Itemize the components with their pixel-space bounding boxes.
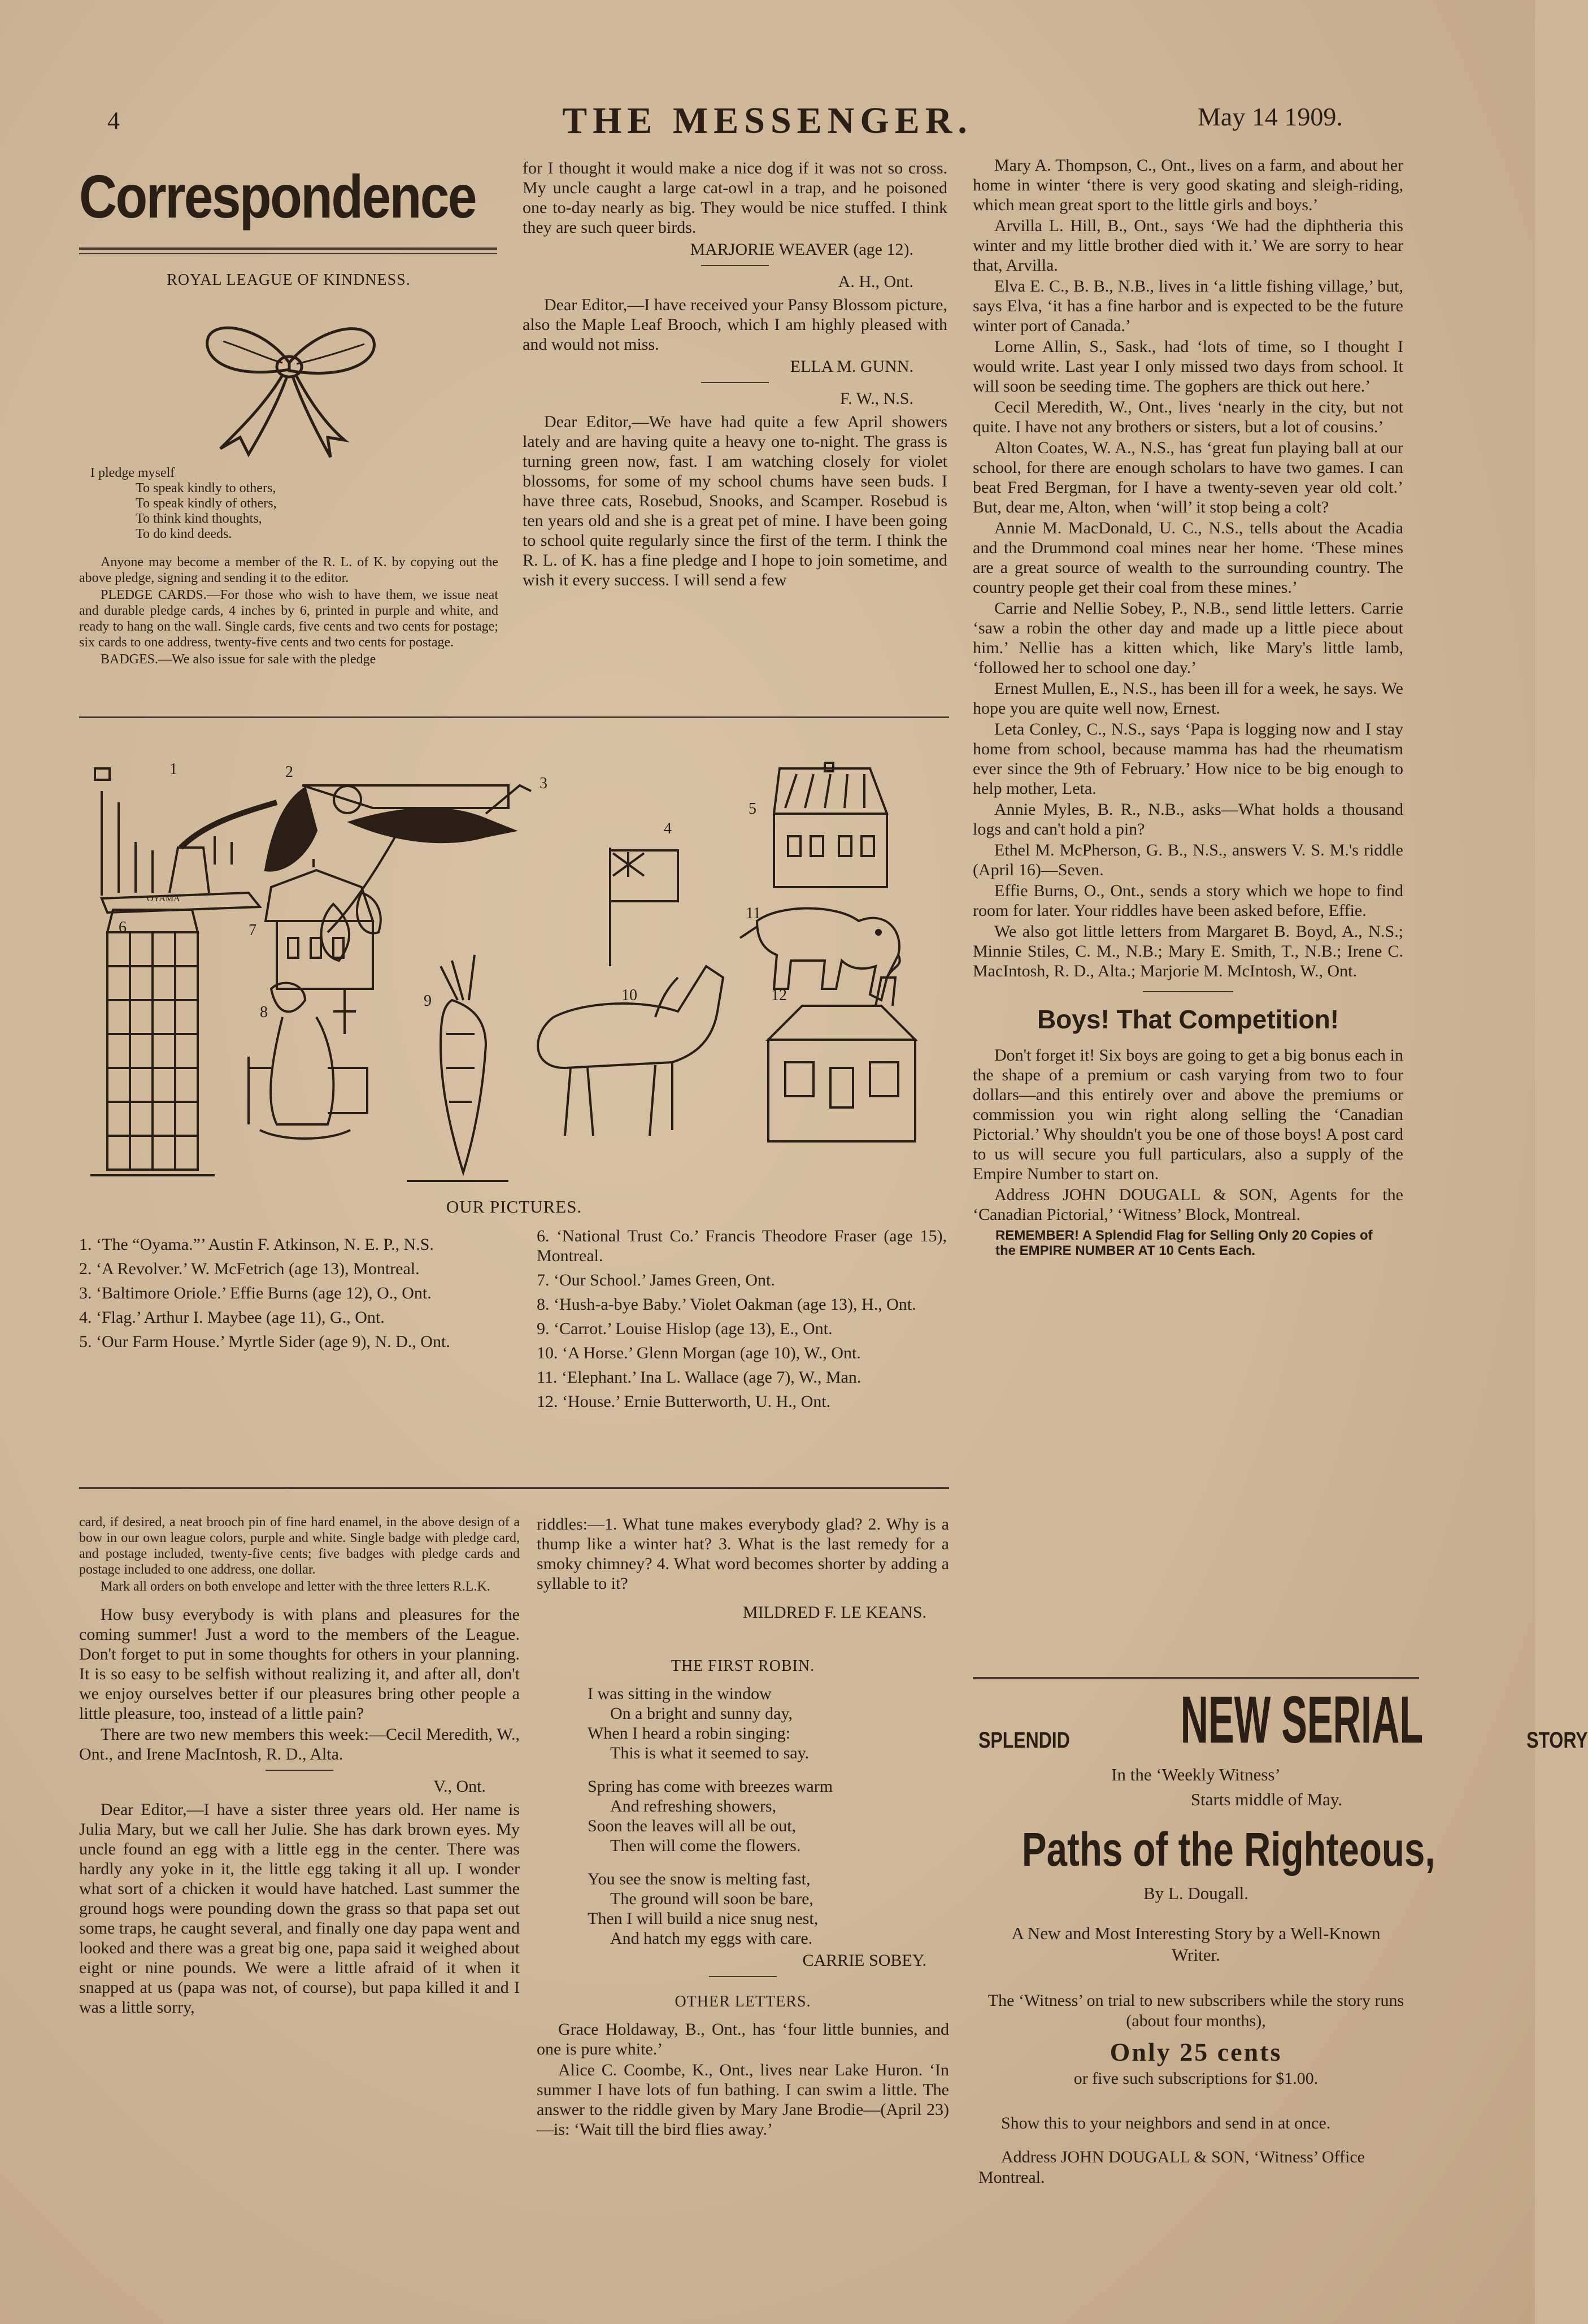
poem-line: Then will come the flowers. [610, 1836, 801, 1855]
badge-continuation: card, if desired, a neat brooch pin of fine hard enamel, in the above design of a bow in our own league colors, purple and white. Single badge with pledge card, and postage included, twenty-five cents; five badges with pledge cards and postage included to one address, one dollar. [79, 1515, 520, 1577]
carrie-signature: CARRIE SOBEY. [802, 1951, 926, 1970]
divider [701, 265, 769, 266]
pledge-cards-text: PLEDGE CARDS.—For those who wish to have them, we issue neat and durable pledge cards, 4 inches by 6, printed in purple and white, and ready to hang on the wall. Single cards, five cents and two cents for postage; six cards to one address, twenty-five cents and two cents for postage. [79, 588, 498, 650]
serial-description: A New and Most Interesting Story by a Well-Known Writer. [1011, 1923, 1381, 1965]
drawing-number: 10 [621, 987, 637, 1004]
caption: 10. ‘A Horse.’ Glenn Morgan (age 10), W., Ont. [537, 1344, 861, 1362]
pledge-block [79, 466, 498, 542]
letter-1-end: for I thought it would make a nice dog if it was not so cross. My uncle caught a large cat-owl in a trap, and he poisoned one to-day nearly as big. They would be nice stuffed. I think they are such queer birds. [523, 159, 947, 237]
page-number: 4 [107, 107, 120, 134]
remember-notice: REMEMBER! A Splendid Flag for Selling Only 20 Copies of the EMPIRE NUMBER AT 10 Cents Each. [995, 1228, 1373, 1258]
caption: 11. ‘Elephant.’ Ina L. Wallace (age 7), W., Man. [537, 1368, 862, 1387]
splendid-label: SPLENDID [978, 1728, 1070, 1753]
poem-line: I was sitting in the window [588, 1684, 772, 1703]
poem-first-robin [537, 1684, 949, 1948]
letter-summary: Ethel M. McPherson, G. B., N.S., answers V. S. M.'s riddle (April 16)—Seven. [973, 841, 1403, 879]
letter-summary: Mary A. Thompson, C., Ont., lives on a farm, and about her home in winter ‘there is very good skating and sleigh-riding, which mean great sport to the little girls and boys.’ [973, 156, 1403, 214]
house-drawing [768, 955, 915, 1141]
caption: 8. ‘Hush-a-bye Baby.’ Violet Oakman (age 13), H., Ont. [537, 1295, 916, 1314]
in-the-weekly-witness: In the ‘Weekly Witness’ [1111, 1765, 1281, 1784]
picture-captions-left [79, 1235, 508, 1356]
letter-summary: We also got little letters from Margaret B. Boyd, A., N.S.; Minnie Stiles, C. M., N.B.; Mary E. Smith, T., N.B.; Irene C. MacIntosh, R. D., Alta.; Marjorie M. McIntosh, W., Ont. [973, 922, 1403, 980]
league-heading: ROYAL LEAGUE OF KINDNESS. [167, 271, 411, 289]
starts-middle-of-may: Starts middle of May. [1190, 1789, 1343, 1809]
story-label: STORY [1526, 1728, 1588, 1753]
caption: 2. ‘A Revolver.’ W. McFetrich (age 13), Montreal. [79, 1259, 420, 1278]
signature-1: MARJORIE WEAVER (age 12). [690, 240, 913, 259]
pledge-line-4: To do kind deeds. [136, 527, 232, 541]
ship-label: OYAMA [147, 894, 180, 903]
divider [266, 1770, 333, 1771]
poem-line: On a bright and sunny day, [610, 1704, 793, 1723]
drawing-number: 1 [169, 761, 177, 778]
letter-summary: Annie Myles, B. R., N.B., asks—What holds a thousand logs and can't hold a pin? [973, 800, 1403, 839]
boys-competition-text: Don't forget it! Six boys are going to get a big bonus each in the shape of a premium or cash varying from two to four dollars—and this entirely over and above the premiums or commission you win right along selling the ‘Canadian Pictorial.’ Why shouldn't you be one of those boys! A post card to us will secure you full particulars, also a supply of the Empire Number to start on. [973, 1046, 1403, 1183]
poem-line: Then I will build a nice snug nest, [588, 1909, 819, 1928]
pictures-illustration [79, 752, 949, 1181]
drawing-number: 7 [249, 922, 256, 939]
drawing-number: 2 [285, 763, 293, 781]
letter-2: Dear Editor,—I have received your Pansy Blossom picture, also the Maple Leaf Brooch, which I am highly pleased with and would not miss. [523, 296, 947, 354]
letter-summary: Lorne Allin, S., Sask., had ‘lots of time, so I thought I would write. Last year I only missed two days from school. It will soon be seeding time. The gophers are thick out here.’ [973, 337, 1403, 396]
price-only: Only 25 cents [1110, 2038, 1282, 2066]
other-letter-1: Grace Holdaway, B., Ont., has ‘four little bunnies, and one is pure white.’ [537, 2020, 949, 2058]
five-subscriptions: or five such subscriptions for $1.00. [1073, 2069, 1319, 2088]
serial-top-rule [973, 1677, 1419, 1679]
caption: 12. ‘House.’ Ernie Butterworth, U. H., Ont. [537, 1392, 831, 1411]
caption: 9. ‘Carrot.’ Louise Hislop (age 13), E., Ont. [537, 1319, 833, 1338]
mildred-signature: MILDRED F. LE KEANS. [742, 1603, 926, 1622]
masthead: THE MESSENGER. [562, 100, 973, 141]
other-letters-title: OTHER LETTERS. [675, 1993, 811, 2010]
pictures-bottom-rule [79, 1487, 949, 1489]
badges-text: BADGES.—We also issue for sale with the pledge [101, 652, 376, 667]
letter-summary: Effie Burns, O., Ont., sends a story which we hope to find room for later. Your riddles have been asked before, Effie. [973, 881, 1403, 920]
new-serial-label: NEW SERIAL [1180, 1683, 1424, 1757]
ornament-divider [1143, 991, 1233, 992]
place-v-ont: V., Ont. [433, 1777, 486, 1796]
poem-line: When I heard a robin singing: [588, 1724, 791, 1743]
caption: 4. ‘Flag.’ Arthur I. Maybee (age 11), G., Ont. [79, 1308, 385, 1327]
serial-title: Paths of the Righteous, [1021, 1823, 1435, 1876]
drawing-number: 11 [746, 905, 761, 922]
carrot-drawing [407, 955, 508, 1181]
elephant-drawing [740, 909, 899, 1001]
place-3: F. W., N.S. [839, 389, 913, 408]
correspondence-title: Correspondence [79, 162, 476, 231]
divider [701, 382, 769, 383]
column-2-top [523, 158, 947, 591]
pledge-line-3: To think kind thoughts, [136, 511, 262, 526]
caption: 1. ‘The “Oyama.”’ Austin F. Atkinson, N. E. P., N.S. [79, 1235, 434, 1254]
divider [709, 1976, 777, 1977]
pledge-intro: I pledge myself [90, 466, 175, 480]
pledge-line-2: To speak kindly of others, [136, 496, 277, 511]
letter-summary: Carrie and Nellie Sobey, P., N.B., send little letters. Carrie ‘saw a robin the other day and made up a little piece about him.’ Nellie has a kitten which, like Mary's little lamb, ‘followed her to school one day.’ [973, 599, 1403, 677]
letter-summary: Ernest Mullen, E., N.S., has been ill for a week, he says. We hope you are quite well now, Ernest. [973, 679, 1403, 718]
title-rule-2 [79, 253, 497, 254]
letter-summary: Leta Conley, C., N.S., says ‘Papa is logging now and I stay home from school, because mamma has had the rheumatism ever since the 9th of February.’ How nice to be big enough to help mother, Leta. [973, 720, 1403, 798]
show-neighbors: Show this to your neighbors and send in at once. [1001, 2114, 1331, 2132]
serial-author: By L. Dougall. [1143, 1883, 1248, 1903]
school-drawing [266, 859, 373, 989]
letter-summary: Elva E. C., B. B., N.B., lives in ‘a little fishing village,’ but, says Elva, ‘it has a fine harbor and is expected to be the future winter port of Canada.’ [973, 277, 1403, 335]
poem-line: The ground will soon be bare, [610, 1889, 813, 1908]
place-2: A. H., Ont. [838, 272, 913, 291]
poem-line: Soon the leaves will all be out, [588, 1817, 797, 1835]
issue-date: May 14 1909. [1198, 102, 1343, 131]
serial-advertisement [973, 1683, 1588, 2188]
poem-line: This is what it seemed to say. [610, 1744, 810, 1762]
drawing-number: 6 [119, 919, 127, 936]
editor-para-1: How busy everybody is with plans and pleasures for the coming summer! Just a word to the members of the League. Don't forget to put in some thoughts for others in your planning. It is so easy to be selfish without realizing it, and after all, don't we enjoy ourselves better if our pleasures bring other people a little pleasure, too, instead of a little pain? [79, 1605, 520, 1723]
drawing-number: 8 [260, 1004, 268, 1021]
other-letter-2: Alice C. Coombe, K., Ont., lives near Lake Huron. ‘In summer I have lots of fun bathing. I can swim a little. The answer to the riddle given by Mary Jane Brodie—(April 23)—is: ‘Wait till the bird flies away.’ [537, 2061, 949, 2139]
pictures-heading: OUR PICTURES. [446, 1197, 582, 1217]
flag-drawing [610, 848, 678, 966]
lower-column-1 [79, 1514, 520, 2018]
drawing-number: 4 [664, 820, 672, 837]
poem-line: You see the snow is melting fast, [588, 1870, 811, 1888]
trial-offer: The ‘Witness’ on trial to new subscribers while the story runs (about four months), [987, 1991, 1404, 2030]
picture-captions-right [537, 1226, 947, 1416]
farmhouse-drawing [774, 763, 887, 887]
ship-drawing [95, 768, 277, 913]
letter-summary: Alton Coates, W. A., N.S., has ‘great fun playing ball at our school, for there are enough scholars to have two games. I can beat Fred Bergman, for I have a twenty-seven year old colt.’ But, dear me, Alton, when ‘will’ it stop being a colt? [973, 438, 1403, 516]
poem-line: And refreshing showers, [610, 1797, 777, 1815]
letter-3: Dear Editor,—We have had quite a few April showers lately and are having quite a heavy one to-night. The grass is turning green now, fast. I am watching closely for violet blossoms, for some of my school chums have seen buds. I have three cats, Rosebud, Snooks, and Scamper. Rosebud is ten years old and she is a great pet of mine. I have been going to school quite regularly since the first of the term. I think the R. L. of K. has a fine pledge and I hope to join sometime, and wish it every success. I will send a few [523, 412, 947, 589]
caption: 5. ‘Our Farm House.’ Myrtle Sider (age 9), N. D., Ont. [79, 1332, 450, 1351]
letter-summary: Cecil Meredith, W., Ont., lives ‘nearly in the city, but not quite. I have not any brothers or sisters, but a lot of cousins.’ [973, 398, 1403, 436]
editor-para-2: There are two new members this week:—Cecil Meredith, W., Ont., and Irene MacIntosh, R. D., Alta. [79, 1725, 520, 1763]
poem-line: And hatch my eggs with care. [610, 1929, 813, 1948]
poem-title: THE FIRST ROBIN. [671, 1657, 815, 1675]
column-1-top [79, 270, 498, 668]
signature-2: ELLA M. GUNN. [790, 357, 913, 376]
boys-address: Address JOHN DOUGALL & SON, Agents for the ‘Canadian Pictorial,’ ‘Witness’ Block, Montreal. [973, 1185, 1403, 1224]
mark-orders: Mark all orders on both envelope and letter with the three letters R.L.K. [101, 1579, 490, 1594]
caption: 3. ‘Baltimore Oriole.’ Effie Burns (age 12), O., Ont. [79, 1284, 432, 1302]
letter-summary: Arvilla L. Hill, B., Ont., says ‘We had the diphtheria this winter and my little brother died with it.’ We are sorry to hear that, Arvilla. [973, 216, 1403, 275]
drawing-number: 5 [749, 800, 756, 818]
caption: 7. ‘Our School.’ James Green, Ont. [537, 1271, 775, 1289]
column-3 [973, 155, 1403, 1258]
pledge-line-1: To speak kindly to others, [136, 481, 276, 496]
serial-address: Address JOHN DOUGALL & SON, ‘Witness’ Office Montreal. [978, 2148, 1365, 2187]
bow-emblem-illustration [79, 296, 498, 460]
poem-line: Spring has come with breezes warm [588, 1777, 833, 1796]
riddles: riddles:—1. What tune makes everybody glad? 2. Why is a thump like a winter hat? 3. What is the last remedy for a smoky chimney? 4. What word becomes shorter by adding a syllable to it? [537, 1515, 949, 1593]
membership-text: Anyone may become a member of the R. L. of K. by copying out the above pledge, signing and sending it to the editor. [79, 555, 498, 585]
title-rule-1 [79, 247, 497, 250]
boys-competition-title: Boys! That Competition! [1037, 1005, 1339, 1034]
letter-julie: Dear Editor,—I have a sister three years old. Her name is Julia Mary, but we call her Julie. She has dark brown eyes. My uncle found an egg with a little egg in the center. There was hardly any yoke in it, the little egg taking it all up. I wonder what sort of a chicken it would have hatched. Last summer the ground hogs were pounding down the grass so that papa set out some traps, he caught several, and finally one day papa went and looked and there was a great big one, papa said it weighed about eight or nine pounds. We were a little afraid of it when it snapped at us (papa was not, of course), but papa killed it and I was a little sorry, [79, 1800, 520, 2017]
drawing-number: 12 [771, 987, 787, 1004]
caption: 6. ‘National Trust Co.’ Francis Theodore Fraser (age 15), Montreal. [537, 1227, 947, 1265]
pictures-top-rule [79, 716, 949, 718]
lower-column-2 [537, 1514, 949, 2140]
letter-summary: Annie M. MacDonald, U. C., N.S., tells about the Acadia and the Drummond coal mines near her home. ‘These mines are a great source of wealth to the surrounding country. The country people get their coal from these mines.’ [973, 519, 1403, 597]
trust-building-drawing [90, 910, 215, 1175]
drawing-number: 3 [540, 775, 547, 792]
drawing-number: 9 [424, 992, 432, 1010]
